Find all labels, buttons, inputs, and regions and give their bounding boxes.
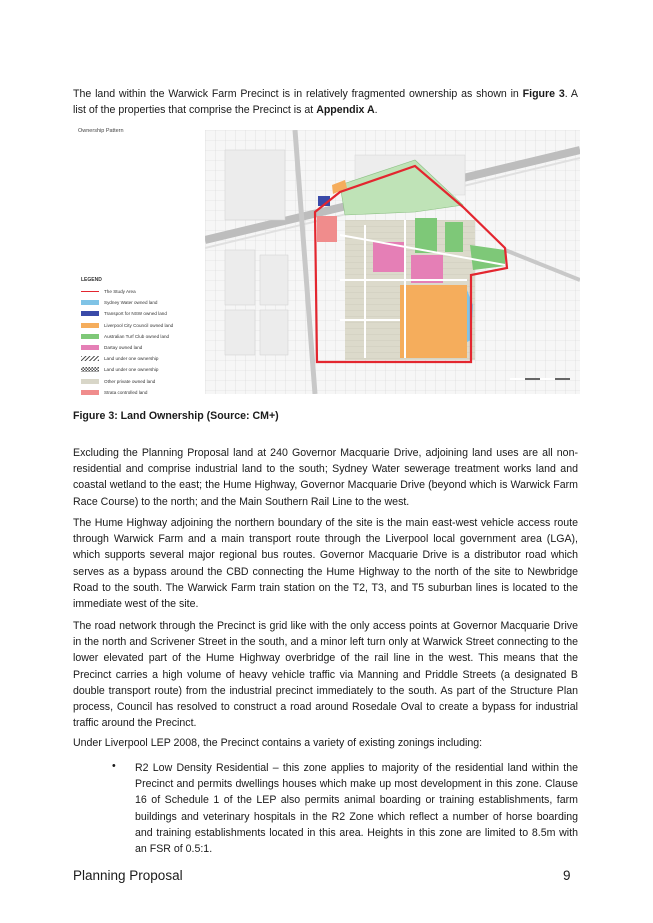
legend-item [81,342,201,353]
legend-item [81,286,201,297]
legend-item [81,387,201,398]
legend-swatch [81,379,99,384]
legend-swatch [81,300,99,305]
legend-swatch [81,390,99,395]
land-ownership-figure [73,127,580,402]
intro-text-a: The land within the Warwick Farm Precinct is in relatively fragmented ownership as shown in [73,88,523,100]
intro-paragraph [73,86,578,118]
legend-label: Land under one ownership [104,356,159,362]
ownership-map-svg [205,130,580,394]
strata-land [317,216,337,242]
legend-title: LEGEND [81,277,102,283]
page-number: 9 [563,868,571,883]
paragraph-hume-highway: The Hume Highway adjoining the northern boundary of the site is the main east-west vehicle access route through Warwick Farm and a main transport route through the Liverpool local government area (LGA), which supports several major regional bus routes. Governor Macquarie Drive is a distributor road which serves as a bypass around the CBD connecting the Hume Highway to the north of the site to Newbridge Road to the south. The Warwick Farm train station on the T2, T3, and T5 suburban lines is located to the immediate west of the site. [73,517,578,611]
legend-label: Transport for NSW owned land [104,311,167,317]
legend-label: Strata controlled land [104,389,148,395]
legend-item [81,376,201,387]
legend-swatch [81,367,99,372]
legend-swatch [81,311,99,316]
dartay-block-2 [411,255,443,283]
legend-item [81,320,201,331]
legend-label: Other private owned land [104,378,156,384]
paragraph-road-network: The road network through the Precinct is grid like with the only access points at Governor Macquarie Drive in the north and Scrivener Street in the south, and a minor left turn only at Warwick Street connecting to the lower elevated part of the Hume Highway overbridge of the rail line in the west. This means that the Precinct carries a high volume of heavy vehicle traffic via Manning and Priddle Streets (a designated B double transport route) from the industrial precinct immediately to the south. As part of the Structure Plan process, Council has resolved to construct a road around Rosedale Oval to create a bypass for industrial traffic around the Precinct. [73,620,578,730]
zoning-bullet-list [112,760,578,857]
scale-bar [510,378,570,380]
figure-inset-title: Ownership Pattern [78,128,124,134]
figure-caption: Figure 3: Land Ownership (Source: CM+) [73,410,279,422]
bullet-r2-low-density: R2 Low Density Residential – this zone applies to majority of the residential land within the Precinct and permits dwellings houses which make up most development in this zone. Clause 16 of Schedule 1 of the LEP also permits animal boarding or training establishments, farm buildings and veterinary hospitals in the R2 Zone which reflect a number of horse boarding and training establishments located in this area. Heights in this zone are limited to 8.5m with an FSR of 0.5:1. [135,762,578,856]
legend-item [81,331,201,342]
figure-3-reference: Figure 3 [522,88,565,100]
legend-swatch [81,323,99,328]
legend-label: Land under one ownership [104,367,159,373]
legend-label: The Study Area [104,289,136,295]
intro-text-c: . [374,104,378,117]
legend-item [81,353,201,364]
figure-legend [81,277,201,398]
atc-block-1 [415,218,437,253]
paragraph-zonings-intro: Under Liverpool LEP 2008, the Precinct contains a variety of existing zonings including: [73,737,483,749]
legend-label: Sydney Water owned land [104,300,158,306]
intro-text-b: . A list of the properties that comprise the Precinct is at [73,88,578,117]
paragraph-adjoining-land: Excluding the Planning Proposal land at 240 Governor Macquarie Drive, adjoining land uses are all non-residential and comprise industrial land to the south; Sydney Water sewerage treatment works land and coastal wetland to the east; the Hume Highway, Governor Macquarie Drive (beyond which is Warwick Farm Race Course) to the north; and the Main Southern Rail Line to the west. [73,447,578,508]
atc-block-2 [445,222,463,252]
legend-item [81,308,201,319]
legend-swatch [81,356,99,361]
ownership-map [205,130,580,394]
legend-swatch [81,334,99,339]
legend-swatch [81,345,99,350]
footer-title: Planning Proposal [73,868,183,883]
legend-swatch [81,291,99,292]
appendix-a-reference: Appendix A [316,104,375,117]
legend-label: Dartay owned land [104,345,143,351]
bullet-dot: • [112,760,116,772]
council-land [400,285,467,358]
legend-item [81,364,201,375]
legend-item [81,297,201,308]
legend-label: Australian Turf Club owned land [104,333,170,339]
legend-label: Liverpool City Council owned land [104,322,174,328]
